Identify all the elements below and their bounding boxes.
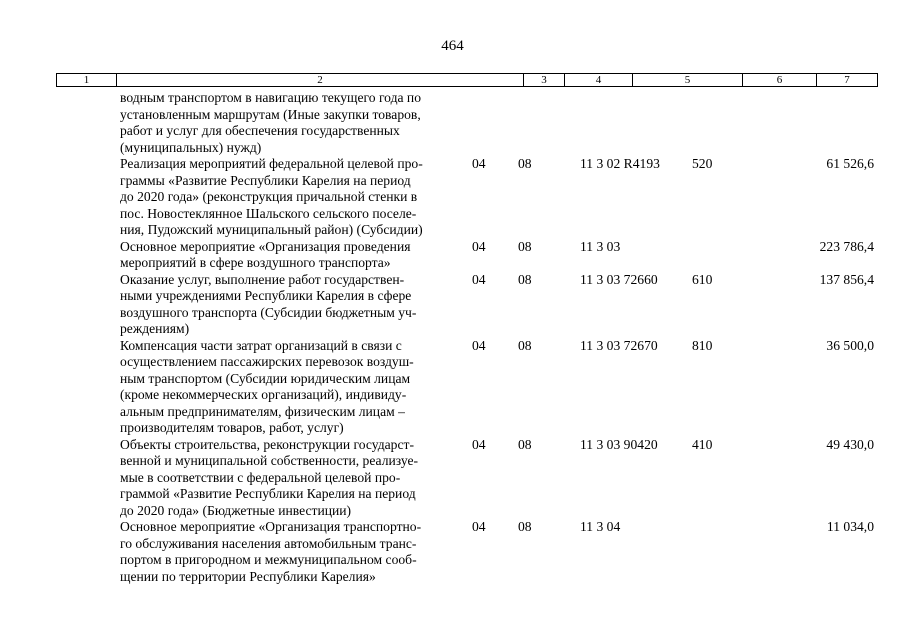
row-description: [120, 90, 465, 156]
description-line: ными учреждениями Республики Карелия в сфере: [120, 288, 412, 303]
subsection-code: 08: [518, 337, 532, 353]
table-row: [0, 239, 905, 272]
description-line: (кроме некоммерческих организаций), индивиду-: [120, 387, 407, 402]
target-article-code: 11 3 02 R4193: [580, 156, 660, 171]
description-line: производителям товаров, работ, услуг): [120, 420, 344, 435]
description-line: Оказание услуг, выполнение работ государствен-: [120, 271, 405, 287]
description-line: работ и услуг для обеспечения государственных: [120, 123, 400, 138]
column-number-1: 1: [83, 74, 90, 86]
description-line: Объекты строительства, реконструкции государст-: [120, 436, 414, 452]
description-line: реждениям): [120, 321, 190, 336]
section-code: 04: [472, 271, 486, 287]
subsection-code: 08: [518, 156, 532, 171]
page-number: 464: [441, 38, 464, 54]
target-article-code: 11 3 03: [580, 238, 621, 254]
section-code: 04: [472, 436, 486, 452]
description-line: водным транспортом в навигацию текущего года по: [120, 90, 421, 105]
description-line: до 2020 года» (реконструкция причальной стенки в: [120, 189, 418, 204]
description-line: портом в пригородном и межмуниципальном сооб-: [120, 552, 417, 567]
amount: 36 500,0: [826, 337, 874, 353]
description-line: установленным маршрутам (Иные закупки товаров,: [120, 106, 421, 122]
column-number-7: 7: [816, 74, 877, 86]
target-article-code: 11 3 03 72660: [580, 271, 658, 287]
description-line: венной и муниципальной собственности, реализуе-: [120, 453, 419, 468]
description-line: Компенсация части затрат организаций в связи с: [120, 337, 402, 353]
description-line: го обслуживания населения автомобильным транс-: [120, 535, 417, 551]
amount: 49 430,0: [826, 436, 874, 452]
amount: 223 786,4: [819, 238, 874, 254]
table-row: [0, 90, 905, 156]
column-number-4: 4: [564, 74, 632, 86]
description-line: граммы «Развитие Республики Карелия на период: [120, 172, 411, 188]
row-description: [120, 338, 465, 437]
subsection-code: 08: [518, 436, 532, 452]
section-code: 04: [472, 156, 486, 171]
expense-type-code: 520: [692, 156, 713, 171]
row-description: [120, 156, 465, 239]
table-row: [0, 156, 905, 239]
amount: 61 526,6: [826, 156, 874, 171]
expense-type-code: 410: [692, 436, 713, 452]
target-article-code: 11 3 03 72670: [580, 337, 658, 353]
target-article-code: 11 3 03 90420: [580, 436, 658, 452]
column-number-6: 6: [742, 74, 816, 86]
table-row: [0, 272, 905, 338]
table-row: [0, 437, 905, 520]
description-line: Реализация мероприятий федеральной целевой про-: [120, 156, 423, 171]
row-description: [120, 272, 465, 338]
description-line: Основное мероприятие «Организация транспортно-: [120, 519, 422, 534]
budget-table-body: [0, 90, 905, 585]
description-line: воздушного транспорта (Субсидии бюджетным уч-: [120, 304, 417, 320]
table-row: [0, 519, 905, 585]
subsection-code: 08: [518, 271, 532, 287]
description-line: альным предпринимателям, физическим лицам –: [120, 403, 405, 419]
description-line: мероприятий в сфере воздушного транспорта»: [120, 255, 391, 270]
description-line: мые в соответствии с федеральной целевой про-: [120, 469, 401, 485]
description-line: (муниципальных) нужд): [120, 139, 262, 155]
target-article-code: 11 3 04: [580, 519, 621, 534]
row-description: [120, 519, 465, 585]
expense-type-code: 610: [692, 271, 713, 287]
expense-type-code: 810: [692, 337, 713, 353]
row-description: [120, 239, 465, 272]
table-header-row: [56, 73, 878, 87]
amount: 137 856,4: [819, 271, 874, 287]
section-code: 04: [472, 519, 486, 534]
description-line: граммой «Развитие Республики Карелия на период: [120, 486, 416, 501]
section-code: 04: [472, 337, 486, 353]
column-number-3: 3: [523, 74, 564, 86]
column-number-2: 2: [116, 74, 523, 86]
table-row: [0, 338, 905, 437]
subsection-code: 08: [518, 519, 532, 534]
subsection-code: 08: [518, 238, 532, 254]
description-line: до 2020 года» (Бюджетные инвестиции): [120, 502, 352, 518]
row-description: [120, 437, 465, 520]
description-line: ния, Пудожский муниципальный район) (Субсидии): [120, 222, 423, 237]
amount: 11 034,0: [826, 519, 874, 534]
column-number-5: 5: [632, 74, 742, 86]
description-line: осуществлением пассажирских перевозок воздуш-: [120, 354, 414, 369]
section-code: 04: [472, 238, 486, 254]
description-line: пос. Новостеклянное Шальского сельского поселе-: [120, 205, 417, 221]
description-line: щении по территории Республики Карелия»: [120, 568, 376, 584]
description-line: ным транспортом (Субсидии юридическим лицам: [120, 370, 411, 386]
description-line: Основное мероприятие «Организация проведения: [120, 238, 411, 254]
